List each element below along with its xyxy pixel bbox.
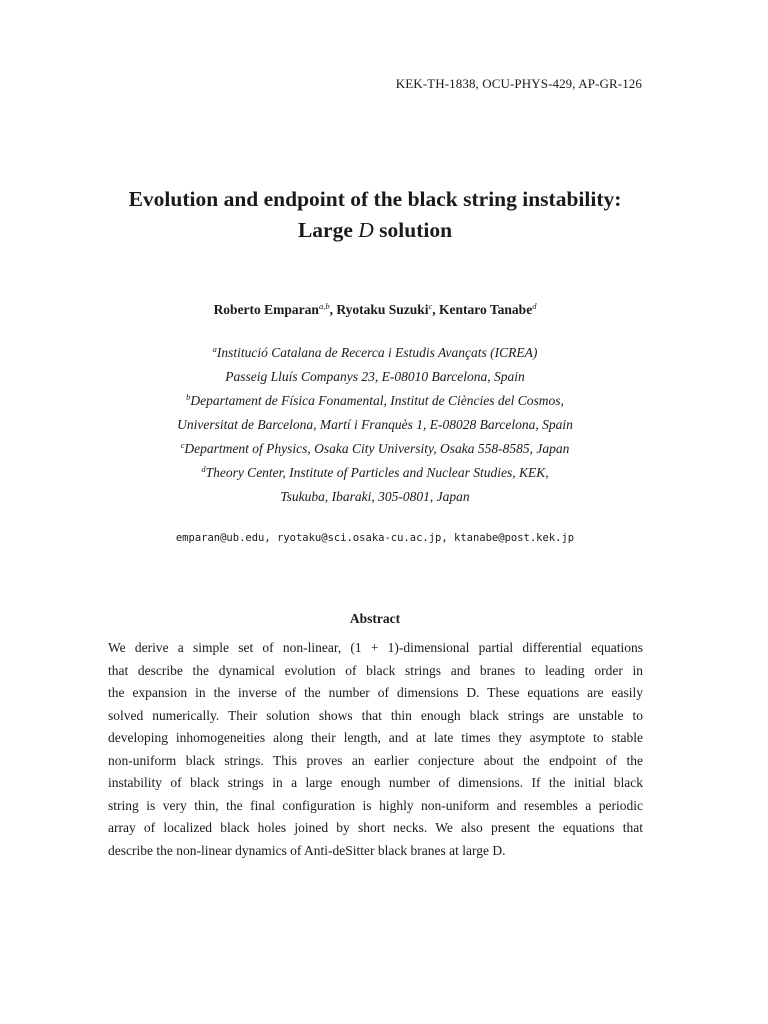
affiliation-text: Institució Catalana de Recerca i Estudis Avançats (ICREA) xyxy=(216,345,538,360)
affiliation-line xyxy=(60,461,690,485)
affiliation-a xyxy=(60,341,690,389)
report-number: KEK-TH-1838, OCU-PHYS-429, AP-GR-126 xyxy=(395,76,642,91)
title-line-2-suffix: solution xyxy=(373,218,453,242)
affiliation-line: Universitat de Barcelona, Martí i Franquès 1, E-08028 Barcelona, Spain xyxy=(177,417,573,432)
affiliation-line: Passeig Lluís Companys 23, E-08010 Barcelona, Spain xyxy=(225,369,525,384)
abstract-heading: Abstract xyxy=(349,611,401,626)
title-line-2-prefix: Large xyxy=(297,218,359,242)
affiliation-d xyxy=(60,461,690,509)
affiliation-text: Department of Physics, Osaka City University, Osaka 558-8585, Japan xyxy=(184,441,570,456)
title-line-1: Evolution and endpoint of the black string instability: xyxy=(128,187,622,211)
author-affiliation-mark: a,b xyxy=(318,301,330,311)
title-line-2 xyxy=(60,215,690,246)
author-separator: , xyxy=(329,302,337,317)
affiliation-c xyxy=(60,437,690,461)
affiliation-b xyxy=(60,389,690,437)
author-affiliation-mark: d xyxy=(532,301,537,311)
affiliation-mark: b xyxy=(186,392,191,402)
affiliation-line xyxy=(60,389,690,413)
affiliation-mark: c xyxy=(180,440,185,450)
abstract-line: non-uniform black strings. This proves an earlier conjecture about the endpoint of the xyxy=(108,752,643,768)
abstract-line: that describe the dynamical evolution of black strings and branes to leading order in xyxy=(108,662,643,678)
abstract-line: instability of black strings in a large enough number of dimensions. If the initial black xyxy=(108,775,643,790)
author-name: Ryotaku Suzuki xyxy=(336,302,429,317)
affiliation-mark: a xyxy=(212,344,217,354)
abstract-line: developing inhomogeneities along their length, and at late times they asymptote to stable xyxy=(108,730,643,745)
title-variable-d: D xyxy=(358,218,374,242)
author-name: Kentaro Tanabe xyxy=(439,302,533,317)
affiliation-text: Departament de Física Fonamental, Institut de Ciències del Cosmos, xyxy=(190,393,564,408)
abstract-body xyxy=(108,637,643,862)
author-list xyxy=(60,302,690,318)
abstract-line: the expansion in the inverse of the number of dimensions D. These equations are easily xyxy=(108,685,643,700)
abstract-line: array of localized black holes joined by short necks. We also present the equations that xyxy=(108,820,643,835)
author-separator: , xyxy=(432,302,440,317)
affiliation-line: Tsukuba, Ibaraki, 305-0801, Japan xyxy=(280,489,470,504)
affiliation-line xyxy=(60,341,690,365)
affiliations xyxy=(60,341,690,509)
abstract-line: string is very thin, the final configuration is highly non-uniform and resembles a periodic xyxy=(108,797,643,813)
paper-title xyxy=(60,184,690,246)
affiliation-mark: d xyxy=(201,464,206,474)
abstract-line: We derive a simple set of non-linear, (1 + 1)-dimensional partial differential equations xyxy=(108,640,643,655)
affiliation-line xyxy=(60,437,690,461)
affiliation-text: Theory Center, Institute of Particles and Nuclear Studies, KEK, xyxy=(205,465,549,480)
abstract-line: solved numerically. Their solution shows that thin enough black strings are unstable to xyxy=(108,707,643,723)
author-emails: emparan@ub.edu, ryotaku@sci.osaka-cu.ac.jp, ktanabe@post.kek.jp xyxy=(175,532,575,544)
author-affiliation-mark: c xyxy=(428,301,433,311)
author-name: Roberto Emparan xyxy=(213,302,319,317)
abstract-line: describe the non-linear dynamics of Anti-deSitter black branes at large D. xyxy=(108,842,506,858)
